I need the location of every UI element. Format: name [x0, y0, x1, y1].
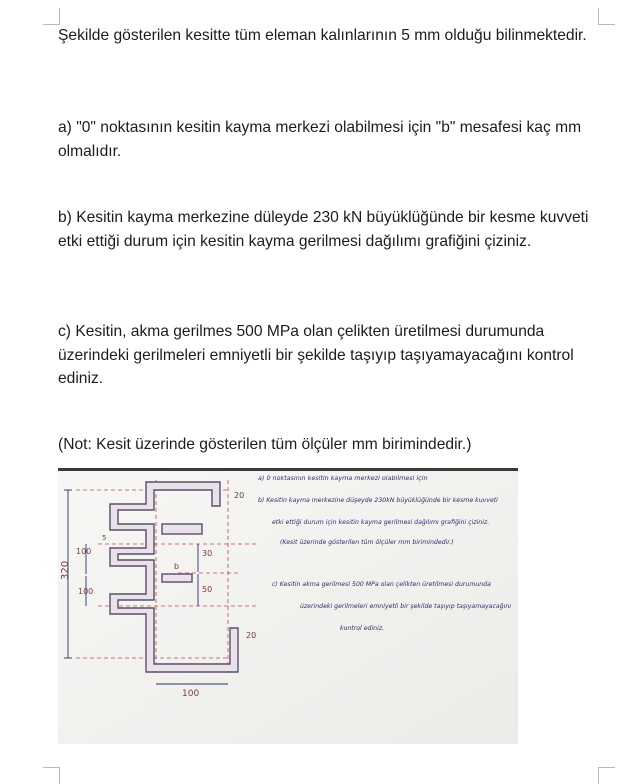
dim-upper: 100 [76, 547, 92, 556]
cross-section-sketch [58, 468, 518, 744]
dim-small: 5 [102, 534, 107, 542]
hw-line-2: b) Kesitin kayma merkezine düşeyde 230kN büyüklüğünde bir kesme kuvveti [258, 497, 498, 504]
dim-top-lip: 20 [234, 491, 245, 500]
crop-mark-bottom-right [598, 767, 615, 784]
dim-mid-lower: 50 [202, 585, 213, 594]
hw-line-7: kontrol ediniz. [340, 625, 385, 632]
dim-mid-upper: 30 [202, 549, 213, 558]
dim-height: 320 [60, 560, 71, 580]
hw-line-4: (Kesit üzerinde gösterilen tüm ölçüler mm birimindedir.) [280, 539, 454, 546]
crop-mark-top-left [43, 8, 60, 25]
question-part-a: a) "0" noktasının kesitin kayma merkezi olabilmesi için "b" mesafesi kaç mm olmalıdır. [58, 119, 582, 160]
photo-top-edge [58, 468, 518, 471]
hw-line-1: a) 0 noktasının kesitin kayma merkezi olabilmesi için [258, 474, 428, 482]
dim-width: 100 [182, 689, 200, 699]
hw-line-5: c) Kesitin akma gerilmesi 500 MPa olan çelikten üretilmesi durumunda [272, 581, 491, 588]
whiteboard-photo [58, 468, 518, 744]
question-part-b: b) Kesitin kayma merkezine düleyde 230 kN büyüklüğünde bir kesme kuvveti etki ettiği durum için kesitin kayma gerilmesi dağılımı grafiğini çiziniz. [58, 209, 589, 250]
dim-b-label: b [174, 562, 180, 571]
question-note: (Not: Kesit üzerinde gösterilen tüm ölçüler mm birimindedir.) [58, 436, 472, 453]
question-part-c: c) Kesitin, akma gerilmes 500 MPa olan çelikten üretilmesi durumunda üzerindeki gerilmeleri emniyetli bir şekilde taşıyıp taşıyamayacağını kontrol ediniz. [58, 323, 574, 388]
hw-line-6: üzerindeki gerilmeleri emniyetli bir şekilde taşıyıp taşıyamayacağını [300, 603, 511, 610]
dim-lower: 100 [78, 587, 94, 596]
crop-mark-bottom-left [43, 767, 60, 784]
hw-line-3: etki ettiği durum için kesitin kayma gerilmesi dağılımı grafiğini çiziniz. [272, 519, 490, 526]
crop-mark-top-right [598, 8, 615, 25]
dim-bottom-lip: 20 [246, 631, 257, 640]
question-intro: Şekilde gösterilen kesitte tüm eleman kalınlarının 5 mm olduğu bilinmektedir. [58, 27, 587, 44]
